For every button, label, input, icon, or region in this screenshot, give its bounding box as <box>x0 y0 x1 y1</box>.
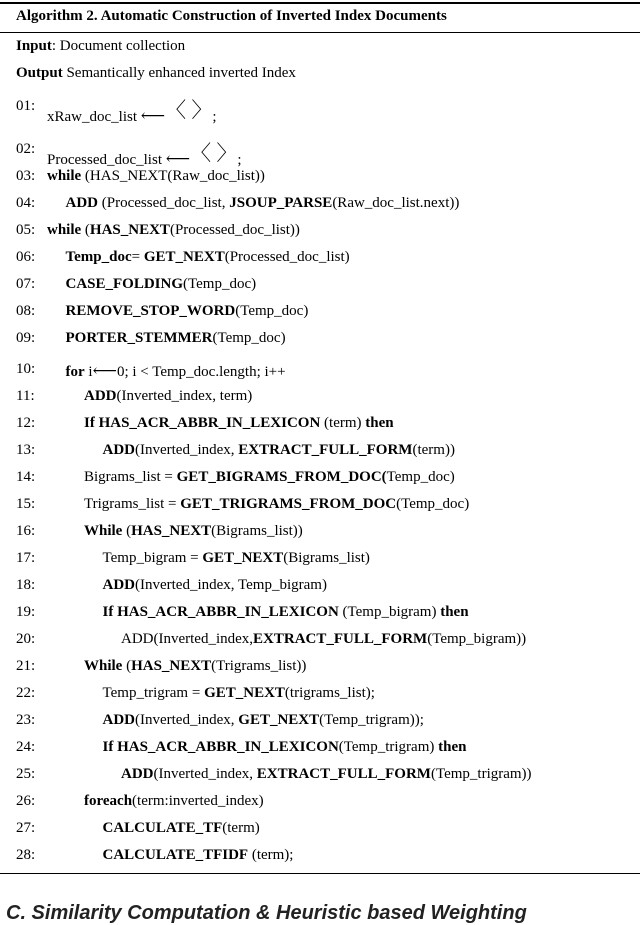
line-number: 26: <box>16 793 36 809</box>
line-number: 24: <box>16 739 36 755</box>
pseudocode-line <box>0 361 640 387</box>
input-line <box>16 38 185 55</box>
line-number: 27: <box>16 820 36 836</box>
pseudocode-line <box>0 685 640 711</box>
line-code: for i⟵0; i < Temp_doc.length; i++ <box>65 361 286 380</box>
pseudocode-line <box>0 739 640 765</box>
input-text: : Document collection <box>51 38 186 54</box>
pseudocode-line <box>0 195 640 221</box>
line-number: 15: <box>16 496 36 512</box>
line-code: while (HAS_NEXT(Processed_doc_list)) <box>47 222 300 238</box>
pseudocode-line <box>0 442 640 468</box>
line-code: While (HAS_NEXT(Trigrams_list)) <box>84 658 307 674</box>
line-number: 03: <box>16 168 36 184</box>
pseudocode-line <box>0 415 640 441</box>
line-code: REMOVE_STOP_WORD(Temp_doc) <box>65 303 309 319</box>
line-code: xRaw_doc_list ⟵〈 〉; <box>47 98 217 125</box>
line-code: Temp_bigram = GET_NEXT(Bigrams_list) <box>102 550 370 566</box>
pseudocode-line <box>0 141 640 167</box>
line-code: ADD(Inverted_index, term) <box>84 388 253 404</box>
pseudocode-line <box>0 249 640 275</box>
pseudocode-line <box>0 98 640 124</box>
title-rule <box>0 32 640 33</box>
line-code: ADD (Processed_doc_list, JSOUP_PARSE(Raw_doc_list.next)) <box>65 195 460 211</box>
line-code: CALCULATE_TFIDF (term); <box>102 847 294 863</box>
line-number: 16: <box>16 523 36 539</box>
line-number: 17: <box>16 550 36 566</box>
line-code: While (HAS_NEXT(Bigrams_list)) <box>84 523 303 539</box>
pseudocode-line <box>0 847 640 873</box>
pseudocode-line <box>0 550 640 576</box>
top-rule <box>0 2 640 4</box>
algorithm-title: Algorithm 2. Automatic Construction of Inverted Index Documents <box>16 8 447 24</box>
output-line <box>16 65 296 82</box>
pseudocode-line <box>0 168 640 194</box>
line-number: 11: <box>16 388 35 404</box>
line-number: 09: <box>16 330 36 346</box>
output-label: Output <box>16 65 63 81</box>
bottom-rule <box>0 873 640 874</box>
line-code: If HAS_ACR_ABBR_IN_LEXICON (Temp_bigram) then <box>102 604 469 620</box>
pseudocode-line <box>0 496 640 522</box>
line-code: Temp_doc= GET_NEXT(Processed_doc_list) <box>65 249 350 265</box>
pseudocode-line <box>0 793 640 819</box>
pseudocode-line <box>0 388 640 414</box>
pseudocode-line <box>0 712 640 738</box>
pseudocode-line <box>0 820 640 846</box>
line-number: 22: <box>16 685 36 701</box>
input-label: Input <box>16 38 52 54</box>
line-code: ADD(Inverted_index, EXTRACT_FULL_FORM(term)) <box>102 442 455 458</box>
next-section-heading: C. Similarity Computation & Heuristic based Weighting <box>6 902 527 924</box>
line-code: CALCULATE_TF(term) <box>102 820 260 836</box>
line-number: 05: <box>16 222 36 238</box>
line-number: 07: <box>16 276 36 292</box>
line-code: Bigrams_list = GET_BIGRAMS_FROM_DOC(Temp_doc) <box>84 469 455 485</box>
line-code: CASE_FOLDING(Temp_doc) <box>65 276 257 292</box>
line-code: ADD(Inverted_index, Temp_bigram) <box>102 577 327 593</box>
line-number: 04: <box>16 195 36 211</box>
line-number: 25: <box>16 766 36 782</box>
line-number: 13: <box>16 442 36 458</box>
pseudocode-line <box>0 658 640 684</box>
pseudocode-line <box>0 469 640 495</box>
line-number: 10: <box>16 361 36 377</box>
line-code: ADD(Inverted_index, EXTRACT_FULL_FORM(Temp_trigram)) <box>121 766 532 782</box>
pseudocode-line <box>0 222 640 248</box>
line-code: Trigrams_list = GET_TRIGRAMS_FROM_DOC(Temp_doc) <box>84 496 470 512</box>
line-code: PORTER_STEMMER(Temp_doc) <box>65 330 286 346</box>
pseudocode-line <box>0 631 640 657</box>
line-number: 08: <box>16 303 36 319</box>
line-code: Processed_doc_list ⟵〈 〉; <box>47 141 242 168</box>
line-number: 19: <box>16 604 36 620</box>
pseudocode-line <box>0 766 640 792</box>
line-number: 06: <box>16 249 36 265</box>
line-number: 02: <box>16 141 36 157</box>
line-number: 12: <box>16 415 36 431</box>
output-text: Semantically enhanced inverted Index <box>62 65 296 81</box>
line-number: 20: <box>16 631 36 647</box>
line-number: 21: <box>16 658 36 674</box>
pseudocode-line <box>0 577 640 603</box>
line-number: 18: <box>16 577 36 593</box>
line-code: ADD(Inverted_index, GET_NEXT(Temp_trigram)); <box>102 712 424 728</box>
pseudocode-line <box>0 604 640 630</box>
pseudocode-line <box>0 276 640 302</box>
line-number: 14: <box>16 469 36 485</box>
line-code: ADD(Inverted_index,EXTRACT_FULL_FORM(Temp_bigram)) <box>121 631 527 647</box>
line-code: If HAS_ACR_ABBR_IN_LEXICON (term) then <box>84 415 394 431</box>
pseudocode-line <box>0 303 640 329</box>
line-code: Temp_trigram = GET_NEXT(trigrams_list); <box>102 685 375 701</box>
line-number: 28: <box>16 847 36 863</box>
line-number: 23: <box>16 712 36 728</box>
line-code: foreach(term:inverted_index) <box>84 793 264 809</box>
line-number: 01: <box>16 98 36 114</box>
line-code: If HAS_ACR_ABBR_IN_LEXICON(Temp_trigram) then <box>102 739 467 755</box>
pseudocode-line <box>0 523 640 549</box>
pseudocode-line <box>0 330 640 356</box>
line-code: while (HAS_NEXT(Raw_doc_list)) <box>47 168 265 184</box>
